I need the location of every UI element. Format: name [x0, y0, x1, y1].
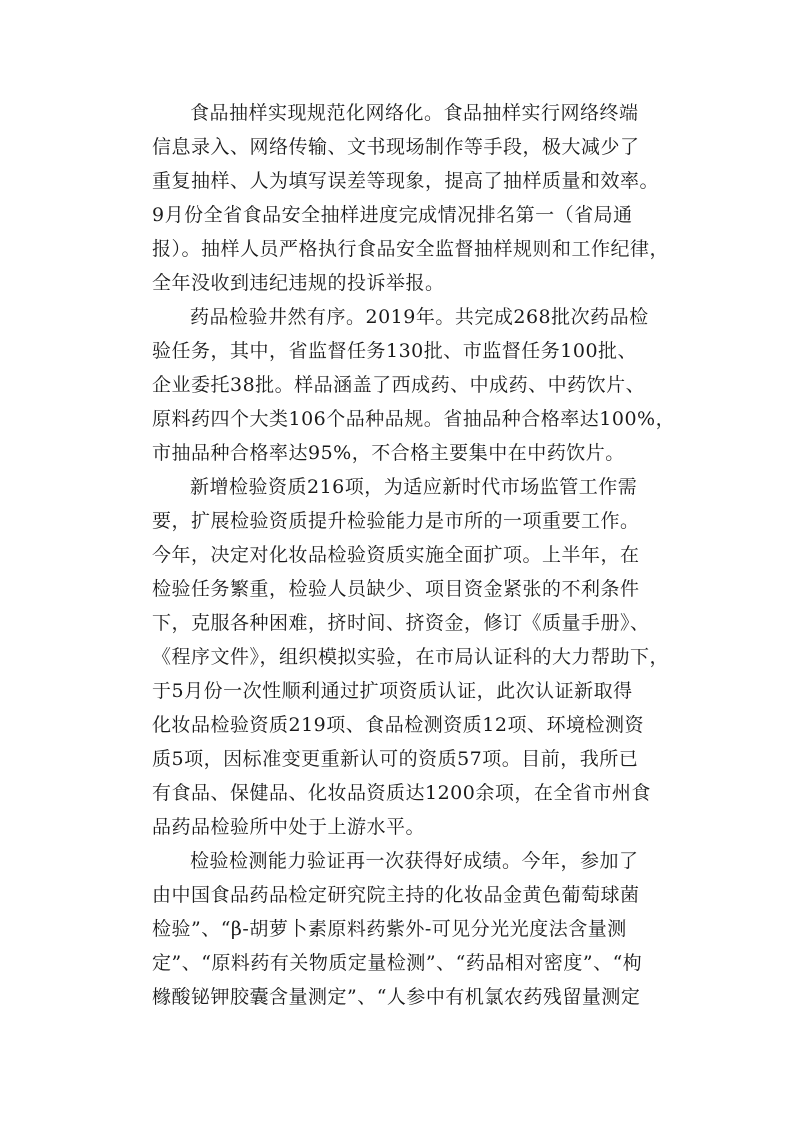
text-line: 化妆品检验资质219项、食品检测资质12项、环境检测资 — [152, 714, 644, 736]
text-line: 新增检验资质216项，为适应新时代市场监管工作需 — [190, 476, 638, 498]
text-line: 报）。抽样人员严格执行食品安全监督抽样规则和工作纪律， — [152, 238, 670, 260]
text-line: 企业委托38批。样品涵盖了西成药、中成药、中药饮片、 — [152, 374, 646, 396]
text-line: 检验任务繁重，检验人员缺少、项目资金紧张的不利条件 — [152, 578, 640, 600]
text-line: 原料药四个大类106个品种品规。省抽品种合格率达100%， — [152, 408, 676, 430]
text-line: 全年没收到违纪违规的投诉举报。 — [152, 272, 445, 294]
paragraph-new-qualifications — [114, 470, 682, 844]
text-line: 重复抽样、人为填写误差等现象，提高了抽样质量和效率。 — [152, 170, 660, 192]
paragraph-proficiency-testing — [114, 844, 682, 1014]
text-line: 有食品、保健品、化妆品资质达1200余项，在全省市州食 — [152, 782, 651, 804]
text-line: 检验检测能力验证再一次获得好成绩。今年，参加了 — [190, 850, 639, 872]
text-line: 市抽品种合格率达95%，不合格主要集中在中药饮片。 — [152, 442, 625, 464]
text-line: 下，克服各种困难，挤时间、挤资金，修订《质量手册》、 — [152, 612, 650, 634]
text-line: 质5项，因标准变更重新认可的资质57项。目前，我所已 — [152, 748, 639, 770]
document-page — [114, 96, 682, 1014]
text-line: 9月份全省食品安全抽样进度完成情况排名第一（省局通 — [152, 204, 633, 226]
text-line: 由中国食品药品检定研究院主持的化妆品金黄色葡萄球菌 — [152, 884, 640, 906]
text-line: 检验”、“β-胡萝卜素原料药紫外-可见分光光度法含量测 — [152, 918, 627, 940]
text-line: 食品抽样实现规范化网络化。食品抽样实行网络终端 — [190, 102, 639, 124]
text-line: 品药品检验所中处于上游水平。 — [152, 816, 426, 838]
text-line: 《程序文件》，组织模拟实验，在市局认证科的大力帮助下， — [152, 646, 670, 668]
text-line: 橼酸铋钾胶囊含量测定”、“人参中有机氯农药残留量测定 — [152, 986, 641, 1008]
text-line: 验任务，其中，省监督任务130批、市监督任务100批、 — [152, 340, 638, 362]
text-line: 定”、“原料药有关物质定量检测”、“药品相对密度”、“枸 — [152, 952, 643, 974]
paragraph-drug-inspection — [114, 300, 682, 470]
text-line: 今年，决定对化妆品检验资质实施全面扩项。上半年，在 — [152, 544, 640, 566]
text-line: 于5月份一次性顺利通过扩项资质认证，此次认证新取得 — [152, 680, 633, 702]
text-line: 药品检验井然有序。2019年。共完成268批次药品检 — [190, 306, 649, 328]
text-line: 要，扩展检验资质提升检验能力是市所的一项重要工作。 — [152, 510, 640, 532]
text-line: 信息录入、网络传输、文书现场制作等手段，极大减少了 — [152, 136, 640, 158]
paragraph-food-sampling — [114, 96, 682, 300]
